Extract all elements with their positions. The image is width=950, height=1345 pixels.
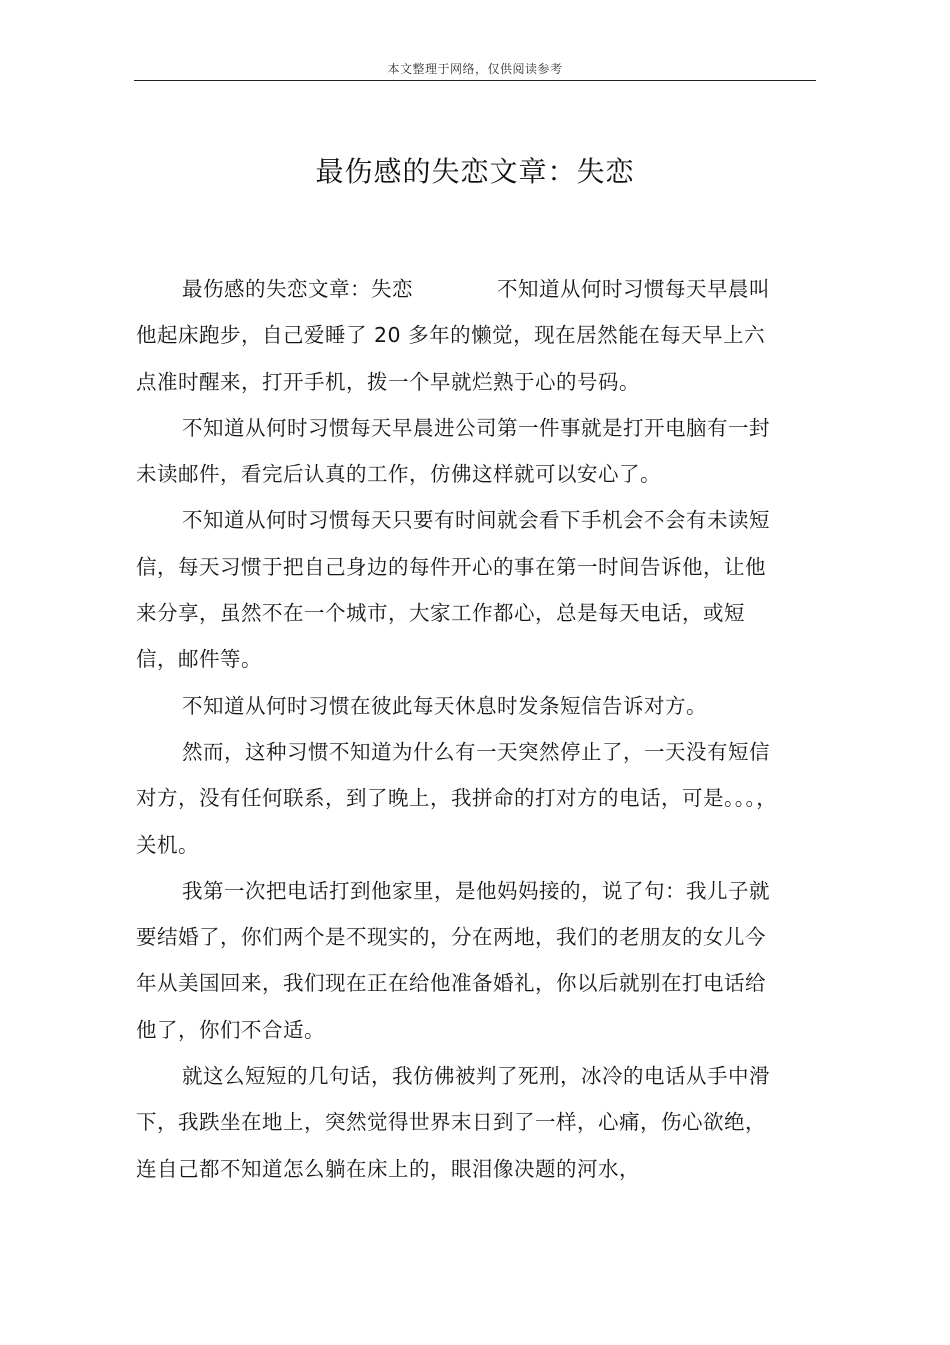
paragraph: 不知道从何时习惯在彼此每天休息时发条短信告诉对方。 — [182, 693, 707, 718]
header-divider — [134, 80, 816, 81]
paragraph: 最伤感的失恋文章：失恋 不知道从何时习惯每天早晨叫他起床跑步，自己爱睡了 20 多年的懒觉，现在居然能在每天早上六点准时醒来，打开手机，拨一个早就烂熟于心的号码。 — [136, 277, 770, 394]
article-title: 最伤感的失恋文章：失恋 — [315, 155, 635, 188]
paragraph: 然而，这种习惯不知道为什么有一天突然停止了，一天没有短信对方，没有任何联系，到了晚上，我拼命的打对方的电话，可是。。。，关机。 — [136, 739, 778, 857]
page-header-note: 本文整理于网络，仅供阅读参考 — [387, 62, 563, 76]
paragraph: 不知道从何时习惯每天只要有时间就会看下手机会不会有未读短信，每天习惯于把自己身边的每件开心的事在第一时间告诉他，让他来分享，虽然不在一个城市，大家工作都心，总是每天电话，或短信，邮件等。 — [136, 508, 770, 672]
paragraph: 我第一次把电话打到他家里，是他妈妈接的，说了句：我儿子就要结婚了，你们两个是不现实的，分在两地，我们的老朋友的女儿今年从美国回来，我们现在正在给他准备婚礼，你以后就别在打电话给他了，你们不合适。 — [136, 878, 770, 1042]
paragraph: 不知道从何时习惯每天早晨进公司第一件事就是打开电脑有一封未读邮件，看完后认真的工作，仿佛这样就可以安心了。 — [136, 415, 770, 487]
paragraph: 就这么短短的几句话，我仿佛被判了死刑，冰冷的电话从手中滑下，我跌坐在地上，突然觉得世界末日到了一样，心痛，伤心欲绝，连自己都不知道怎么躺在床上的，眼泪像决题的河水， — [136, 1064, 770, 1181]
article-body — [136, 266, 786, 1192]
